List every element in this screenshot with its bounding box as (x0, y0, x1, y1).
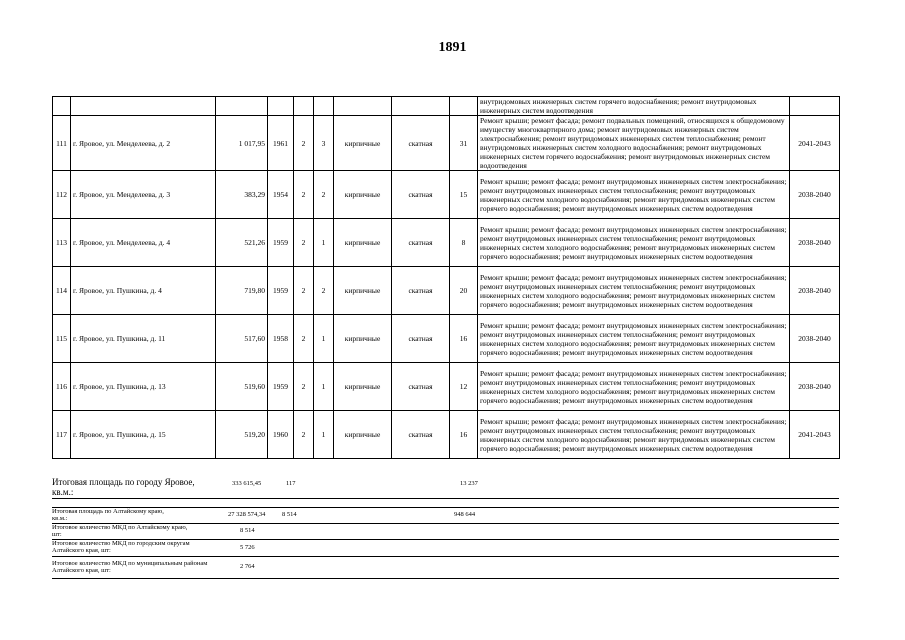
year-cell: 1959 (268, 219, 294, 267)
row-number: 117 (53, 411, 71, 459)
residents-cell: 15 (450, 171, 478, 219)
works-cell: Ремонт крыши; ремонт фасада; ремонт внутридомовых инженерных систем электроснабжения; ремонт внутридомовых инженерных систем теплоснабжения; ремонт внутридомовых инженерных систем холодного водоснабжения; ремонт внутридомовых инженерных систем горячего водоснабжения; ремонт внутридомовых инженерных систем водоотведения (478, 411, 790, 459)
period-cell: 2038-2040 (790, 219, 840, 267)
roof-cell: скатная (392, 363, 450, 411)
table-row (53, 267, 840, 315)
urban-total-label: Итоговое количество МКД по городским округам Алтайского края, шт: (52, 540, 190, 554)
region-total-area: 27 328 574,34 (228, 511, 266, 518)
residents-cell: 20 (450, 267, 478, 315)
address-cell: г. Яровое, ул. Менделеева, д. 2 (71, 116, 216, 171)
entrances-cell: 1 (314, 219, 334, 267)
floors-cell: 2 (294, 363, 314, 411)
works-cell: Ремонт крыши; ремонт фасада; ремонт подвальных помещений, относящихся к общедомовому имуществу многоквартирного дома; ремонт внутридомовых инженерных систем электроснабжения; ремонт внутридомовых инженерных систем теплоснабжения; ремонт внутридомовых инженерных систем холодного водоснабжения; ремонт внутридомовых инженерных систем горячего водоснабжения; ремонт внутридомовых инженерных систем водоотведения (478, 116, 790, 171)
region-total-residents: 948 644 (454, 511, 476, 518)
works-cell: Ремонт крыши; ремонт фасада; ремонт внутридомовых инженерных систем электроснабжения; ремонт внутридомовых инженерных систем теплоснабжения; ремонт внутридомовых инженерных систем холодного водоснабжения; ремонт внутридомовых инженерных систем горячего водоснабжения; ремонт внутридомовых инженерных систем водоотведения (478, 267, 790, 315)
table-row (53, 315, 840, 363)
year-cell: 1958 (268, 315, 294, 363)
rural-total-label: Итоговое количество МКД по муниципальным районам Алтайского края, шт: (52, 560, 208, 574)
table-row (53, 116, 840, 171)
walls-cell: кирпичные (334, 411, 392, 459)
year-cell: 1960 (268, 411, 294, 459)
address-cell: г. Яровое, ул. Пушкина, д. 4 (71, 267, 216, 315)
year-cell: 1959 (268, 363, 294, 411)
period-cell: 2038-2040 (790, 171, 840, 219)
region-total-label: Итоговая площадь по Алтайскому краю, кв.м.: (52, 508, 164, 522)
roof-cell: скатная (392, 315, 450, 363)
entrances-cell: 1 (314, 315, 334, 363)
works-cell: Ремонт крыши; ремонт фасада; ремонт внутридомовых инженерных систем электроснабжения; ремонт внутридомовых инженерных систем теплоснабжения; ремонт внутридомовых инженерных систем холодного водоснабжения; ремонт внутридомовых инженерных систем горячего водоснабжения; ремонт внутридомовых инженерных систем водоотведения (478, 171, 790, 219)
floors-cell: 2 (294, 315, 314, 363)
address-cell: г. Яровое, ул. Менделеева, д. 4 (71, 219, 216, 267)
walls-cell: кирпичные (334, 315, 392, 363)
period-cell: 2041-2043 (790, 116, 840, 171)
area-cell: 521,26 (216, 219, 268, 267)
continuation-row (53, 97, 840, 116)
address-cell: г. Яровое, ул. Менделеева, д. 3 (71, 171, 216, 219)
mkd-total-row (52, 523, 839, 540)
works-cell: Ремонт крыши; ремонт фасада; ремонт внутридомовых инженерных систем электроснабжения; ремонт внутридомовых инженерных систем теплоснабжения; ремонт внутридомовых инженерных систем холодного водоснабжения; ремонт внутридомовых инженерных систем горячего водоснабжения; ремонт внутридомовых инженерных систем водоотведения (478, 219, 790, 267)
residents-cell: 12 (450, 363, 478, 411)
residents-cell: 16 (450, 315, 478, 363)
period-cell: 2041-2043 (790, 411, 840, 459)
urban-total-row (52, 539, 839, 557)
floors-cell: 2 (294, 267, 314, 315)
city-total-label: Итоговая площадь по городу Яровое, кв.м.: (52, 477, 195, 497)
residents-cell: 8 (450, 219, 478, 267)
address-cell: г. Яровое, ул. Пушкина, д. 15 (71, 411, 216, 459)
roof-cell: скатная (392, 219, 450, 267)
residents-cell: 16 (450, 411, 478, 459)
walls-cell: кирпичные (334, 116, 392, 171)
roof-cell: скатная (392, 267, 450, 315)
walls-cell: кирпичные (334, 219, 392, 267)
area-cell: 519,20 (216, 411, 268, 459)
period-cell: 2038-2040 (790, 267, 840, 315)
row-number: 116 (53, 363, 71, 411)
city-total-residents: 13 237 (460, 480, 478, 487)
address-cell: г. Яровое, ул. Пушкина, д. 13 (71, 363, 216, 411)
urban-total-value: 5 726 (240, 544, 255, 551)
area-cell: 519,60 (216, 363, 268, 411)
table-row (53, 219, 840, 267)
area-cell: 517,60 (216, 315, 268, 363)
row-number: 111 (53, 116, 71, 171)
mkd-total-value: 8 514 (240, 527, 255, 534)
floors-cell: 2 (294, 171, 314, 219)
region-total-row (52, 507, 839, 524)
residents-cell: 31 (450, 116, 478, 171)
period-cell: 2038-2040 (790, 363, 840, 411)
row-number: 115 (53, 315, 71, 363)
entrances-cell: 1 (314, 363, 334, 411)
entrances-cell: 3 (314, 116, 334, 171)
entrances-cell: 2 (314, 171, 334, 219)
city-total-count: 117 (286, 480, 296, 487)
row-number: 112 (53, 171, 71, 219)
row-number: 114 (53, 267, 71, 315)
mkd-total-label: Итоговое количество МКД по Алтайскому краю, шт: (52, 524, 188, 538)
works-cell: внутридомовых инженерных систем горячего водоснабжения; ремонт внутридомовых инженерных систем водоотведения (478, 97, 790, 116)
walls-cell: кирпичные (334, 363, 392, 411)
row-number: 113 (53, 219, 71, 267)
works-cell: Ремонт крыши; ремонт фасада; ремонт внутридомовых инженерных систем электроснабжения; ремонт внутридомовых инженерных систем теплоснабжения; ремонт внутридомовых инженерных систем холодного водоснабжения; ремонт внутридомовых инженерных систем горячего водоснабжения; ремонт внутридомовых инженерных систем водоотведения (478, 315, 790, 363)
period-cell: 2038-2040 (790, 315, 840, 363)
city-total-area: 333 615,45 (232, 480, 262, 487)
houses-table (52, 96, 840, 459)
entrances-cell: 1 (314, 411, 334, 459)
area-cell: 1 017,95 (216, 116, 268, 171)
page-number: 1891 (438, 40, 467, 55)
rural-total-row (52, 556, 839, 579)
table-row (53, 363, 840, 411)
entrances-cell: 2 (314, 267, 334, 315)
area-cell: 383,29 (216, 171, 268, 219)
floors-cell: 2 (294, 219, 314, 267)
roof-cell: скатная (392, 116, 450, 171)
walls-cell: кирпичные (334, 171, 392, 219)
roof-cell: скатная (392, 171, 450, 219)
roof-cell: скатная (392, 411, 450, 459)
region-total-count: 8 514 (282, 511, 297, 518)
year-cell: 1959 (268, 267, 294, 315)
area-cell: 719,80 (216, 267, 268, 315)
table-row (53, 411, 840, 459)
year-cell: 1961 (268, 116, 294, 171)
year-cell: 1954 (268, 171, 294, 219)
city-total-row (52, 476, 839, 499)
table-row (53, 171, 840, 219)
floors-cell: 2 (294, 116, 314, 171)
address-cell: г. Яровое, ул. Пушкина, д. 11 (71, 315, 216, 363)
works-cell: Ремонт крыши; ремонт фасада; ремонт внутридомовых инженерных систем электроснабжения; ремонт внутридомовых инженерных систем теплоснабжения; ремонт внутридомовых инженерных систем холодного водоснабжения; ремонт внутридомовых инженерных систем горячего водоснабжения; ремонт внутридомовых инженерных систем водоотведения (478, 363, 790, 411)
walls-cell: кирпичные (334, 267, 392, 315)
floors-cell: 2 (294, 411, 314, 459)
rural-total-value: 2 764 (240, 563, 255, 570)
